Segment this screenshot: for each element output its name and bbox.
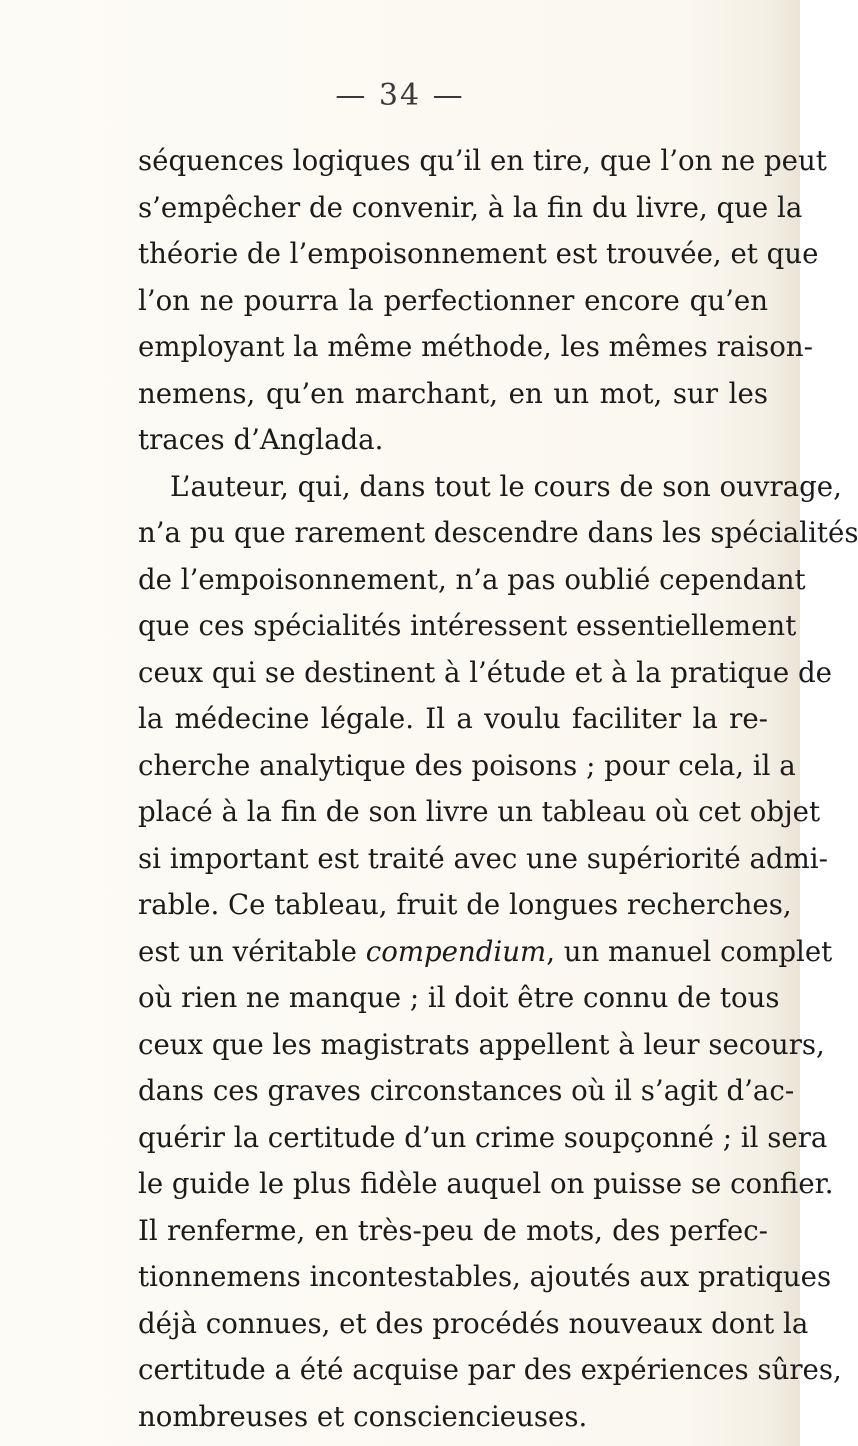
- text-line-compendium: [138, 929, 833, 976]
- page-number: — 34 —: [335, 78, 465, 113]
- text-line: ceux que les magistrats appellent à leur secours,: [138, 1027, 825, 1061]
- text-line: tionnemens incontestables, ajoutés aux pratiques: [138, 1260, 832, 1293]
- text-line: certitude a été acquise par des expériences sûres,: [138, 1353, 842, 1386]
- text-line: déjà connues, et des procédés nouveaux dont la: [138, 1306, 809, 1340]
- text-line: rable. Ce tableau, fruit de longues recherches,: [138, 888, 792, 921]
- text-line: dans ces graves circonstances où il s’agit d’ac-: [138, 1074, 795, 1107]
- text-line: si important est traité avec une supériorité admi-: [138, 841, 828, 875]
- text-segment: , un manuel complet: [546, 934, 833, 968]
- text-line: où rien ne manque ; il doit être connu de tous: [138, 981, 780, 1014]
- text-line: le guide le plus fidèle auquel on puisse se confier.: [138, 1167, 834, 1200]
- text-line: nombreuses et consciencieuses.: [138, 1399, 588, 1433]
- text-line: Il renferme, en très-peu de mots, des perfec-: [138, 1213, 768, 1247]
- text-line: séquences logiques qu’il en tire, que l’on ne peut: [138, 144, 827, 177]
- text-line: L’auteur, qui, dans tout le cours de son ouvrage,: [170, 469, 842, 503]
- text-line: la médecine légale. Il a voulu faciliter la re-: [138, 702, 768, 735]
- text-line: cherche analytique des poisons ; pour cela, il a: [138, 748, 796, 782]
- text-line: théorie de l’empoisonnement est trouvée, et que: [138, 237, 819, 270]
- text-line: l’on ne pourra la perfectionner encore qu’en: [138, 283, 768, 317]
- text-line: de l’empoisonnement, n’a pas oublié cependant: [138, 562, 806, 596]
- text-line: employant la même méthode, les mêmes raison-: [138, 330, 813, 363]
- text-segment: est un véritable: [138, 934, 357, 968]
- text-line: que ces spécialités intéressent essentiellement: [138, 609, 797, 642]
- italic-term: compendium: [365, 934, 547, 968]
- text-line: quérir la certitude d’un crime soupçonné ; il sera: [138, 1120, 828, 1154]
- text-line: s’empêcher de convenir, à la fin du livre, que la: [138, 190, 803, 224]
- text-line: ceux qui se destinent à l’étude et à la pratique de: [138, 655, 832, 689]
- body-text: [138, 138, 858, 1440]
- text-line: placé à la fin de son livre un tableau où cet objet: [138, 795, 821, 828]
- text-line: n’a pu que rarement descendre dans les spécialités: [138, 516, 858, 549]
- text-line: nemens, qu’en marchant, en un mot, sur les: [138, 376, 768, 410]
- text-line: traces d’Anglada.: [138, 423, 384, 456]
